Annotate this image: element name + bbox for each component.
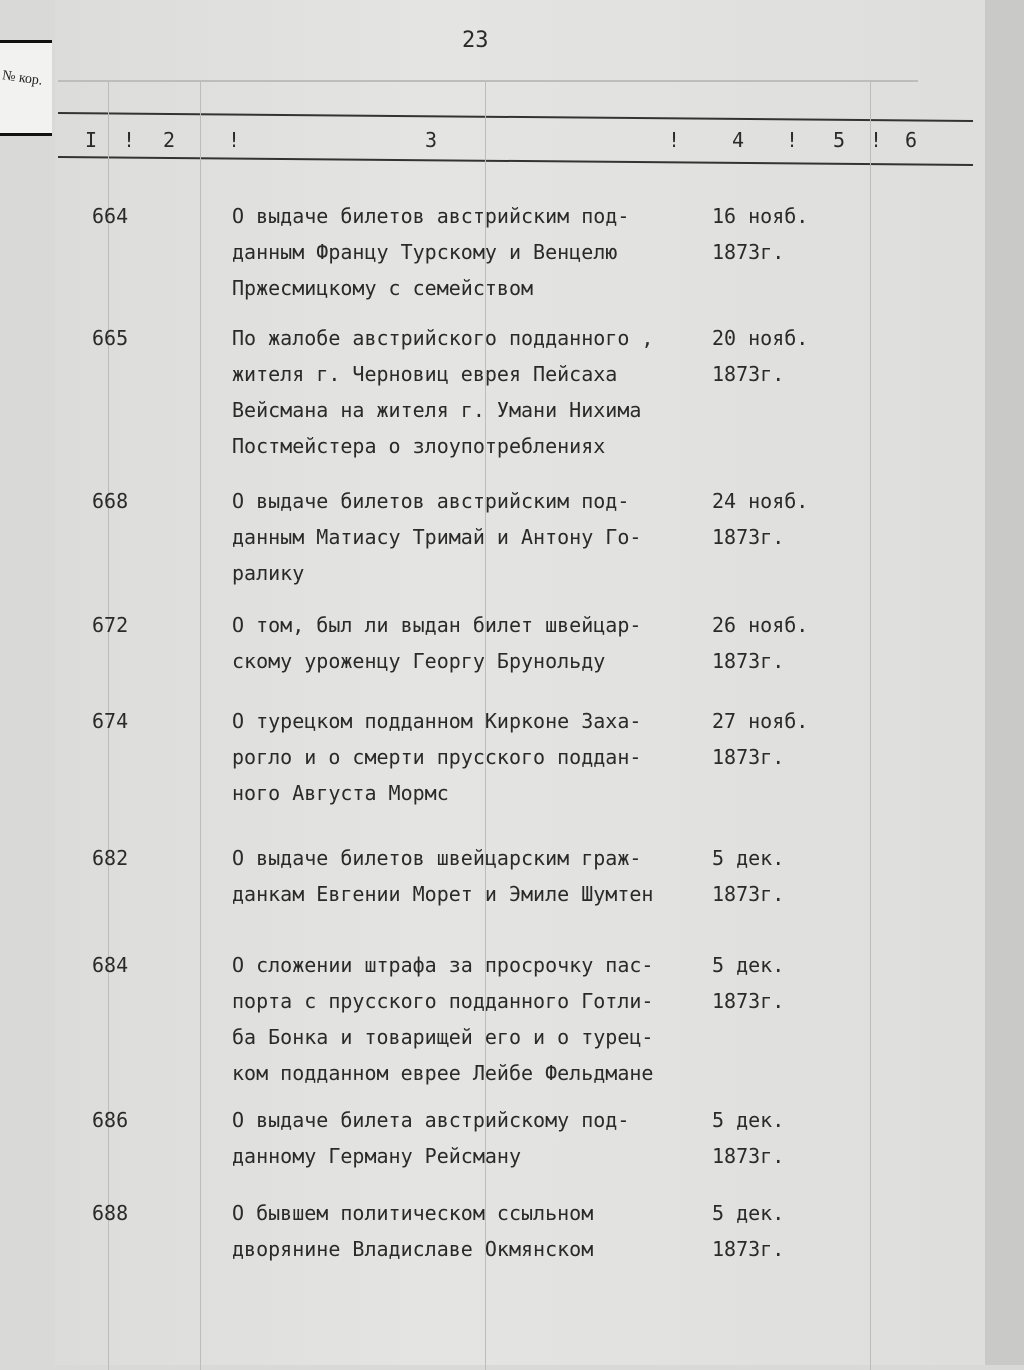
entry-date bbox=[712, 840, 784, 912]
column-header: 5 bbox=[833, 128, 846, 152]
column-header: 3 bbox=[425, 128, 438, 152]
column-header: 4 bbox=[732, 128, 745, 152]
column-header: I bbox=[85, 128, 98, 152]
box-label-tab bbox=[0, 40, 52, 136]
description-line: О бывшем политическом ссыльном bbox=[232, 1201, 594, 1225]
entry-date bbox=[712, 320, 808, 392]
entry-description bbox=[232, 703, 641, 811]
date-line: 27 нояб. bbox=[712, 709, 809, 733]
description-line: данным Матиасу Тримай и Антону Го- bbox=[232, 525, 642, 549]
entry-description bbox=[232, 607, 641, 679]
description-line: По жалобе австрийского подданного , bbox=[232, 326, 654, 350]
column-header: ! bbox=[870, 128, 883, 152]
description-line: порта с прусского подданного Готли- bbox=[232, 989, 654, 1013]
description-line: Постмейстера о злоупотреблениях bbox=[232, 434, 606, 458]
description-line: О выдаче билета австрийскому под- bbox=[232, 1108, 630, 1132]
entry-date bbox=[712, 1102, 784, 1174]
entry-description bbox=[232, 198, 629, 306]
description-line: Вейсмана на жителя г. Умани Нихима bbox=[232, 398, 642, 422]
column-line bbox=[200, 80, 201, 1370]
date-line: 1873г. bbox=[712, 745, 785, 769]
description-line: жителя г. Черновиц еврея Пейсаха bbox=[232, 362, 618, 386]
date-line: 1873г. bbox=[712, 882, 785, 906]
description-line: О выдаче билетов швейцарским граж- bbox=[232, 846, 642, 870]
column-line bbox=[870, 80, 871, 1370]
date-line: 1873г. bbox=[712, 525, 785, 549]
description-line: О турецком подданном Кирконе Заха- bbox=[232, 709, 642, 733]
column-header: 2 bbox=[163, 128, 176, 152]
description-line: ба Бонка и товарищей его и о турец- bbox=[232, 1025, 654, 1049]
date-line: 20 нояб. bbox=[712, 326, 809, 350]
entry-number: 664 bbox=[92, 204, 129, 228]
description-line: О том, был ли выдан билет швейцар- bbox=[232, 613, 642, 637]
entry-description bbox=[232, 483, 641, 591]
entry-date bbox=[712, 607, 808, 679]
description-line: данным Францу Турскому и Венцелю bbox=[232, 240, 618, 264]
description-line: О выдаче билетов австрийским под- bbox=[232, 489, 630, 513]
entry-description bbox=[232, 947, 653, 1091]
entry-number: 665 bbox=[92, 326, 129, 350]
entry-date bbox=[712, 703, 808, 775]
column-header: 6 bbox=[905, 128, 918, 152]
entry-date bbox=[712, 198, 808, 270]
entry-description bbox=[232, 1195, 593, 1267]
entry-number: 674 bbox=[92, 709, 129, 733]
description-line: ного Августа Мормс bbox=[232, 781, 449, 805]
date-line: 1873г. bbox=[712, 649, 785, 673]
entry-date bbox=[712, 483, 808, 555]
description-line: Пржесмицкому с семейством bbox=[232, 276, 534, 300]
date-line: 1873г. bbox=[712, 240, 785, 264]
date-line: 1873г. bbox=[712, 362, 785, 386]
divider bbox=[58, 80, 918, 82]
entry-number: 688 bbox=[92, 1201, 129, 1225]
date-line: 24 нояб. bbox=[712, 489, 809, 513]
entry-number: 668 bbox=[92, 489, 129, 513]
description-line: скому уроженцу Георгу Брунольду bbox=[232, 649, 606, 673]
date-line: 5 дек. bbox=[712, 1108, 785, 1132]
entry-description bbox=[232, 320, 653, 464]
date-line: 1873г. bbox=[712, 989, 785, 1013]
date-line: 5 дек. bbox=[712, 953, 785, 977]
entry-number: 686 bbox=[92, 1108, 129, 1132]
page-number: 23 bbox=[462, 28, 489, 53]
date-line: 5 дек. bbox=[712, 1201, 785, 1225]
entry-number: 682 bbox=[92, 846, 129, 870]
description-line: данкам Евгении Морет и Эмиле Шумтен bbox=[232, 882, 654, 906]
box-label: № кор. bbox=[1, 68, 44, 89]
description-line: О выдаче билетов австрийским под- bbox=[232, 204, 630, 228]
description-line: рогло и о смерти прусского поддан- bbox=[232, 745, 642, 769]
description-line: данному Герману Рейсману bbox=[232, 1144, 521, 1168]
date-line: 26 нояб. bbox=[712, 613, 809, 637]
entry-description bbox=[232, 1102, 629, 1174]
entry-description bbox=[232, 840, 653, 912]
description-line: ралику bbox=[232, 561, 305, 585]
page-edge bbox=[985, 0, 1024, 1365]
description-line: ком подданном еврее Лейбе Фельдмане bbox=[232, 1061, 654, 1085]
date-line: 16 нояб. bbox=[712, 204, 809, 228]
column-header: ! bbox=[228, 128, 241, 152]
entry-number: 672 bbox=[92, 613, 129, 637]
column-header: ! bbox=[123, 128, 136, 152]
entry-date bbox=[712, 1195, 784, 1267]
date-line: 1873г. bbox=[712, 1144, 785, 1168]
entry-date bbox=[712, 947, 784, 1019]
column-header: ! bbox=[786, 128, 799, 152]
description-line: дворянине Владиславе Окмянском bbox=[232, 1237, 594, 1261]
date-line: 1873г. bbox=[712, 1237, 785, 1261]
column-header: ! bbox=[668, 128, 681, 152]
description-line: О сложении штрафа за просрочку пас- bbox=[232, 953, 654, 977]
entry-number: 684 bbox=[92, 953, 129, 977]
date-line: 5 дек. bbox=[712, 846, 785, 870]
